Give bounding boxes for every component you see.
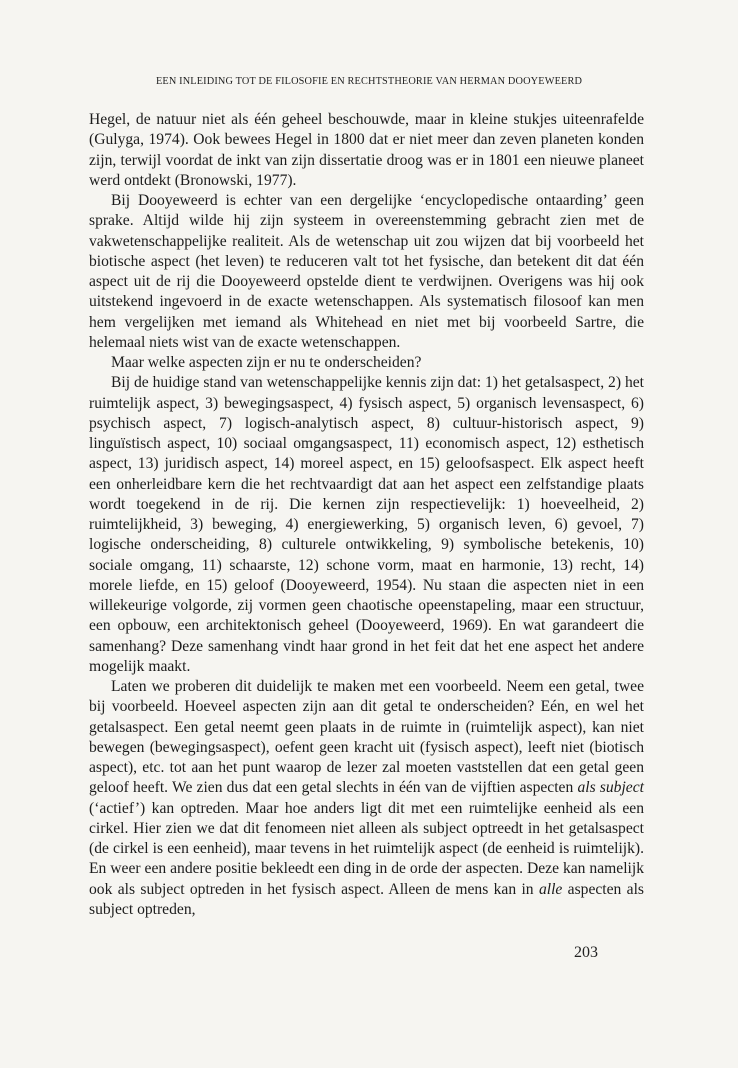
paragraph: Bij de huidige stand van wetenschappelijke kennis zijn dat: 1) het getalsaspect, 2) het ruimtelijk aspect, 3) bewegingsaspect, 4) fysisch aspect, 5) organisch levensaspect, 6) psychisch aspect, 7) logisch-analytisch aspect, 8) cultuur-historisch aspect, 9) linguïstisch aspect, 10) sociaal omgangsaspect, 11) economisch aspect, 12) esthetisch aspect, 13) juridisch aspect, 14) moreel aspect, en 15) geloofsaspect. Elk aspect heeft een onherleidbare kern die het rechtvaardigt dat aan het aspect een zelfstandige plaats wordt toegekend in de rij. Die kernen zijn respectievelijk: 1) hoeveelheid, 2) ruimtelijkheid, 3) beweging, 4) energiewerking, 5) organisch leven, 6) gevoel, 7) logische onderscheiding, 8) culturele ontwikkeling, 9) symbolische betekenis, 10) sociale omgang, 11) schaarste, 12) schone vorm, maat en harmonie, 13) recht, 14) morele liefde, en 15) geloof (Dooyeweerd, 1954). Nu staan die aspecten niet in een willekeurige volgorde, zij vormen geen chaotische opeenstapeling, maar een structuur, een opbouw, een architektonisch geheel (Dooyeweerd, 1969). En wat garandeert die samenhang? Deze samenhang vindt haar grond in het feit dat het ene aspect het andere mogelijk maakt. [89, 374, 644, 675]
paragraph [89, 677, 644, 920]
text-run: (‘actief’) kan optreden. Maar hoe anders ligt dit met een ruimtelijke eenheid als een cirkel. Hier zien we dat dit fenomeen niet alleen als subject optreedt in het getalsaspect (de cirkel is een eenheid), maar tevens in het ruimtelijk aspect (de eenheid is ruimtelijk). En weer een andere positie bekleedt een ding in de orde der aspecten. Deze kan namelijk ook als subject optreden in het fysisch aspect. Alleen de mens kan in [89, 799, 644, 898]
text-run: Laten we proberen dit duidelijk te maken met een voorbeeld. Neem een getal, twee bij voorbeeld. Hoeveel aspecten zijn aan dit getal te onderscheiden? Eén, en wel het getalsaspect. Een getal neemt geen plaats in de ruimte in (ruimtelijk aspect), kan niet bewegen (bewegingsaspect), oefent geen kracht uit (fysisch aspect), leeft niet (biotisch aspect), etc. tot aan het punt waarop de lezer zal moeten vaststellen dat een getal geen geloof heeft. We zien dus dat een getal slechts in één van de vijftien aspecten [89, 678, 644, 797]
text-run: aspecten als subject optreden, [89, 880, 644, 918]
body-text [89, 110, 644, 920]
running-header: EEN INLEIDING TOT DE FILOSOFIE EN RECHTSTHEORIE VAN HERMAN DOOYEWEERD [155, 76, 583, 87]
italic-phrase: als subject [577, 779, 644, 797]
paragraph: Maar welke aspecten zijn er nu te onderscheiden? [111, 354, 422, 371]
italic-phrase: alle [538, 880, 563, 898]
paragraph: Hegel, de natuur niet als één geheel beschouwde, maar in kleine stukjes uiteenrafelde (Gulyga, 1974). Ook bewees Hegel in 1800 dat er niet meer dan zeven planeten konden zijn, terwijl voordat de inkt van zijn dissertatie droog was er in 1801 een nieuwe planeet werd ontdekt (Bronowski, 1977). [89, 111, 644, 189]
paragraph: Bij Dooyeweerd is echter van een dergelijke ‘encyclopedische ontaarding’ geen sprake. Altijd wilde hij zijn systeem in overeenstemming gebracht zien met de vakwetenschappelijke realiteit. Als de wetenschap uit zou wijzen dat bij voorbeeld het biotische aspect (het leven) te reduceren valt tot het fysische, dan betekent dit dat één aspect uit de rij die Dooyeweerd opstelde dient te verdwijnen. Overigens was hij ook uitstekend ingevoerd in de exacte wetenschappen. Als systematisch filosoof kan men hem vergelijken met iemand als Whitehead en niet met bij voorbeeld Sartre, die helemaal niets wist van de exacte wetenschappen. [89, 192, 644, 351]
page-number: 203 [574, 944, 598, 961]
